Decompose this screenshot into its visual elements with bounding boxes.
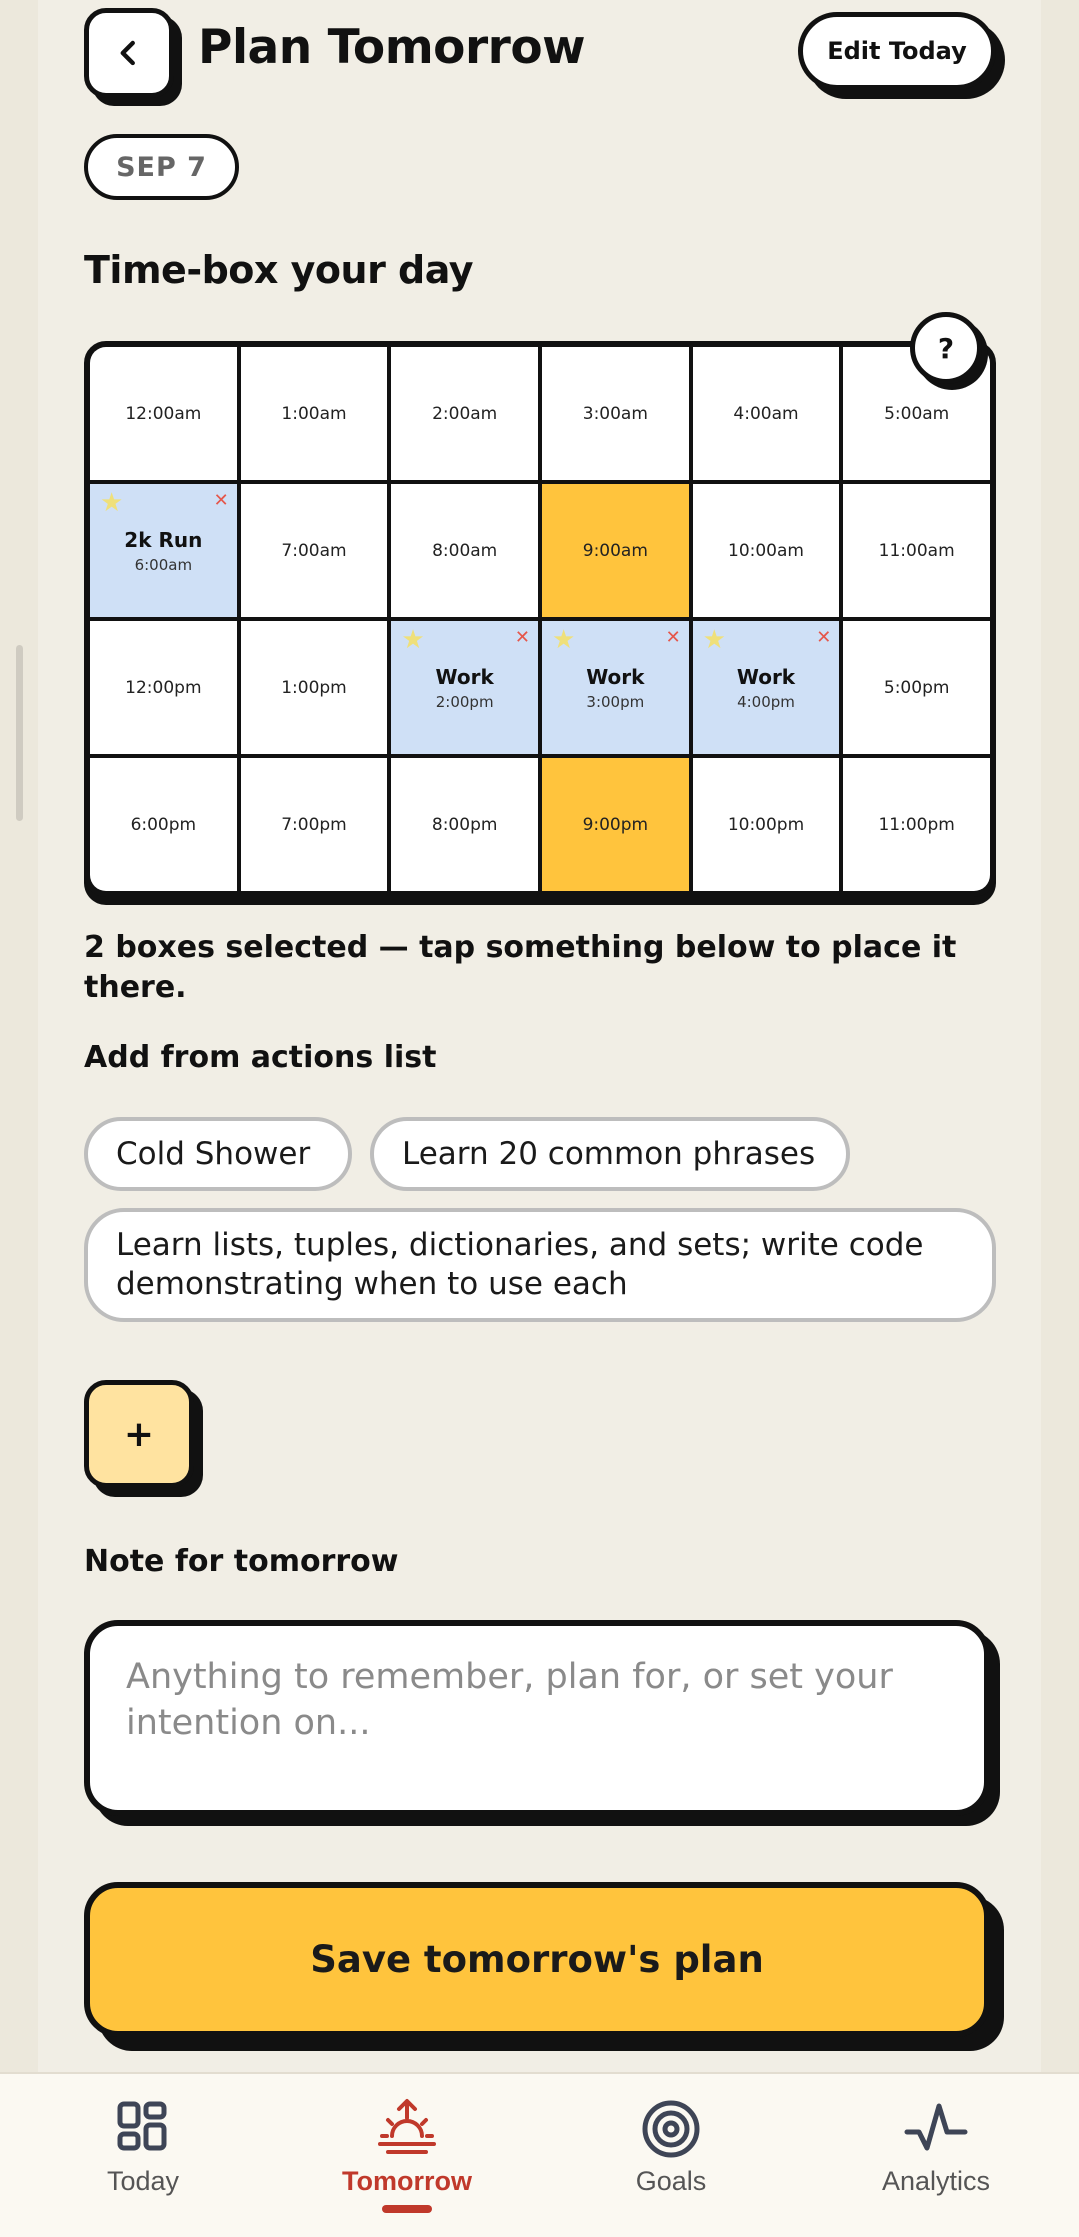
timebox-cell[interactable] [391, 347, 538, 480]
page-title: Plan Tomorrow [198, 20, 586, 75]
remove-icon[interactable]: ✕ [213, 490, 229, 511]
time-label: 7:00am [281, 540, 347, 561]
note-input[interactable] [90, 1626, 984, 1810]
date-pill: SEP 7 [84, 134, 239, 200]
time-label: 9:00pm [582, 814, 649, 835]
time-label: 11:00am [878, 540, 955, 561]
time-label: 4:00am [733, 403, 799, 424]
time-label: 5:00pm [883, 677, 950, 698]
time-label: 8:00pm [431, 814, 498, 835]
timebox-cell[interactable] [693, 621, 840, 754]
time-label: 7:00pm [281, 814, 347, 835]
timebox-cell[interactable] [90, 484, 237, 617]
timebox-cell[interactable] [843, 758, 990, 891]
time-label: 6:00pm [130, 814, 197, 835]
time-label: 10:00pm [727, 814, 805, 835]
time-label: 6:00am [134, 555, 193, 574]
save-plan-button[interactable]: Save tomorrow's plan [84, 1882, 990, 2037]
activity-title: Work [736, 664, 796, 689]
nav-analytics[interactable] [836, 2074, 1036, 2237]
time-label: 1:00pm [281, 677, 347, 698]
action-chip-learn-phrases[interactable]: Learn 20 common phrases [370, 1117, 850, 1191]
timebox-cell[interactable] [542, 347, 689, 480]
timebox-cell[interactable] [843, 484, 990, 617]
time-label: 10:00am [728, 540, 804, 561]
activity-title: 2k Run [124, 527, 203, 552]
timebox-cell[interactable] [241, 758, 388, 891]
nav-label-goals: Goals [635, 2166, 707, 2196]
nav-goals[interactable] [571, 2074, 771, 2237]
timebox-cell[interactable] [241, 621, 388, 754]
remove-icon[interactable]: ✕ [514, 627, 530, 648]
nav-today[interactable] [43, 2074, 243, 2237]
edit-today-button[interactable]: Edit Today [798, 12, 996, 90]
time-label: 3:00am [582, 403, 648, 424]
timebox-cell[interactable] [542, 621, 689, 754]
selection-message: 2 boxes selected — tap something below to place it there. [84, 930, 957, 1005]
grid-icon [110, 2096, 176, 2162]
note-title: Note for tomorrow [84, 1544, 399, 1579]
timebox-cell[interactable] [542, 758, 689, 891]
timebox-cell[interactable] [843, 621, 990, 754]
star-icon[interactable]: ★ [552, 625, 576, 655]
time-label: 8:00am [432, 540, 498, 561]
timebox-cell[interactable] [241, 484, 388, 617]
chevron-left-icon [114, 38, 144, 68]
remove-icon[interactable]: ✕ [665, 627, 681, 648]
nav-label-tomorrow: Tomorrow [342, 2166, 472, 2196]
time-label: 1:00am [281, 403, 347, 424]
nav-label-analytics: Analytics [881, 2166, 991, 2196]
time-label: 5:00am [884, 403, 950, 424]
time-label: 2:00pm [435, 692, 494, 711]
timebox-cell[interactable] [391, 758, 538, 891]
nav-active-indicator [382, 2205, 432, 2213]
nav-tomorrow[interactable] [307, 2074, 507, 2237]
action-chip-learn-lists[interactable]: Learn lists, tuples, dictionaries, and sets; write code demonstrating when to use each [84, 1208, 996, 1322]
timebox-cell[interactable] [391, 484, 538, 617]
timebox-cell[interactable] [693, 347, 840, 480]
time-label: 4:00pm [737, 692, 795, 711]
time-label: 9:00am [582, 540, 648, 561]
star-icon[interactable]: ★ [100, 488, 124, 518]
timebox-cell[interactable] [693, 758, 840, 891]
timebox-cell[interactable] [542, 484, 689, 617]
time-label: 2:00am [432, 403, 498, 424]
note-box [84, 1620, 990, 1816]
activity-title: Work [586, 664, 645, 689]
star-icon[interactable]: ★ [401, 625, 425, 655]
target-icon [638, 2096, 704, 2162]
timebox-cell[interactable] [90, 621, 237, 754]
star-icon[interactable]: ★ [702, 625, 726, 655]
actions-list-title: Add from actions list [84, 1040, 437, 1075]
time-label: 3:00pm [586, 692, 645, 711]
timebox-grid [84, 341, 996, 897]
action-chip-cold-shower[interactable]: Cold Shower [84, 1117, 352, 1191]
pulse-icon [903, 2096, 969, 2162]
timebox-title: Time-box your day [84, 248, 473, 292]
remove-icon[interactable]: ✕ [816, 627, 832, 648]
nav-label-today: Today [106, 2166, 180, 2196]
help-button[interactable]: ? [910, 312, 982, 384]
activity-title: Work [435, 664, 494, 689]
scroll-indicator[interactable] [16, 645, 23, 821]
timebox-cell[interactable] [241, 347, 388, 480]
time-label: 12:00pm [125, 677, 202, 698]
timebox-cell[interactable] [90, 758, 237, 891]
timebox-cell[interactable] [391, 621, 538, 754]
timebox-cell[interactable] [90, 347, 237, 480]
bottom-nav [0, 2072, 1079, 2237]
add-action-button[interactable]: + [84, 1380, 194, 1488]
timebox-cell[interactable] [693, 484, 840, 617]
time-label: 11:00pm [878, 814, 955, 835]
time-label: 12:00am [125, 403, 202, 424]
sunrise-icon [374, 2096, 440, 2162]
back-button[interactable] [84, 8, 174, 98]
